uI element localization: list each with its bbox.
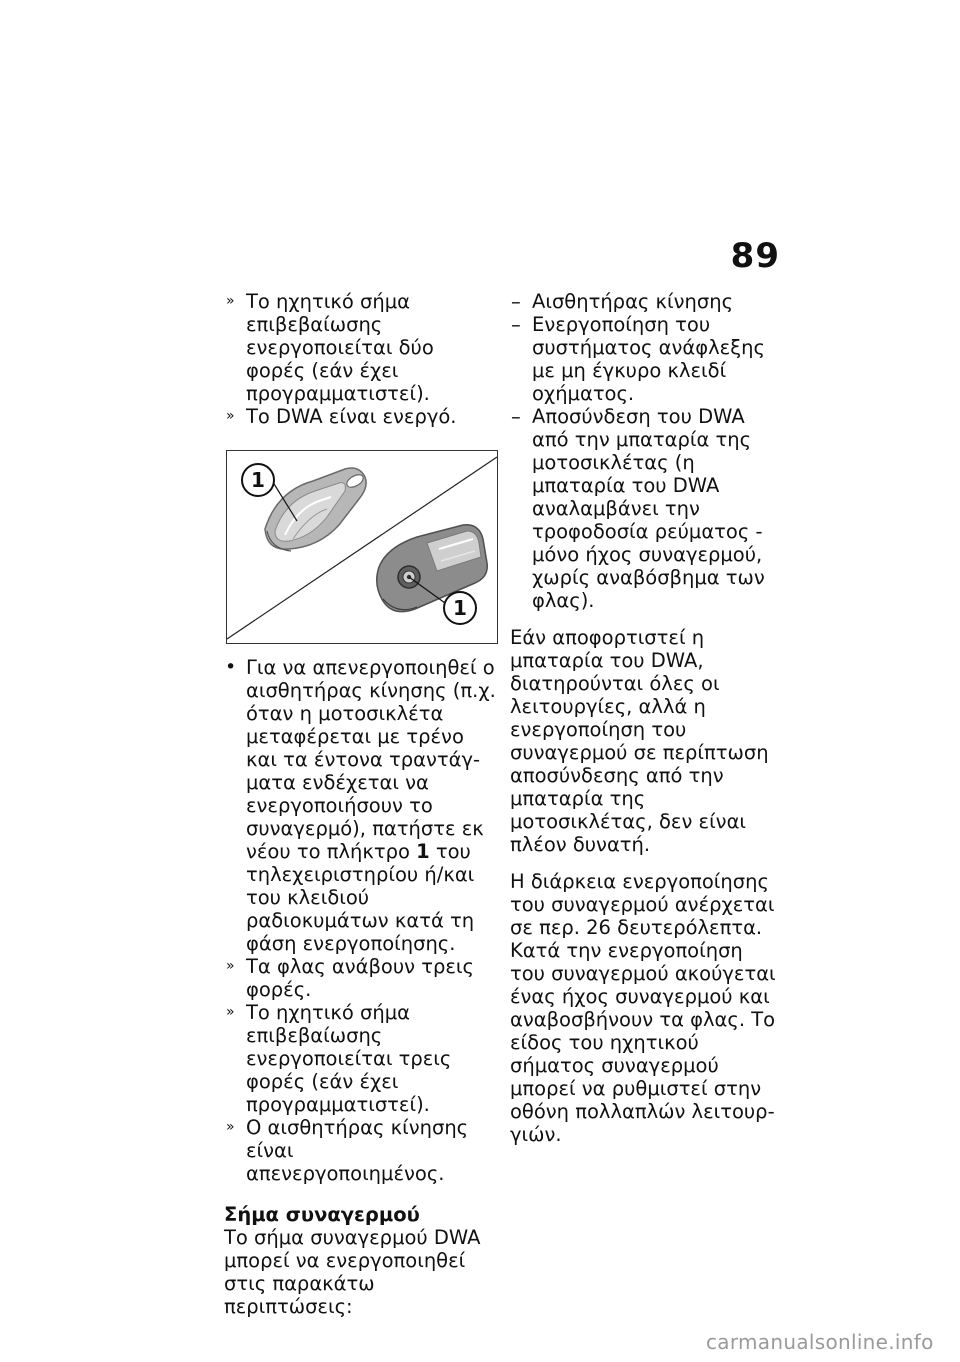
dash-icon: – bbox=[511, 290, 521, 313]
section-heading: Σήμα συναγερμού bbox=[224, 1203, 420, 1226]
result-item bbox=[224, 290, 496, 405]
watermark: carmanualsonline.info bbox=[706, 1330, 934, 1354]
result-arrow-icon: » bbox=[226, 1004, 235, 1020]
paragraph: Η διάρκεια ενεργοποίησης του συναγερμού ανέρχεται σε περ. 26 δευτερόλεπτα. Κατά την ενεργοποίηση του συναγερμού ακούγεται ένας ήχος συναγερμού και αναβοσβήνουν τα φλας. Το είδος του ηχητικού σήματος συναγερμού μπορεί να ρυθμιστεί στην οθόνη πολλαπλών λειτουργιών. bbox=[510, 870, 776, 1146]
result-item bbox=[224, 1116, 496, 1185]
dash-item bbox=[510, 405, 782, 612]
left-column bbox=[224, 290, 496, 1318]
bullet-text-end: του τηλεχειριστηρίου ή/και του κλειδιού ραδιοκυμάτων κατά τη φάση ενεργοποίησης. bbox=[246, 840, 475, 955]
page-number: 89 bbox=[730, 236, 780, 276]
right-column bbox=[510, 290, 782, 1146]
result-arrow-icon: » bbox=[226, 293, 235, 309]
dash-text: Αισθητήρας κίνησης bbox=[532, 290, 734, 313]
result-arrow-icon: » bbox=[226, 958, 235, 974]
dash-text: Αποσύνδεση του DWA από την μπαταρία της μοτοσικλέτας (η μπαταρία του DWA αναλαμβάνει την τροφοδοσία ρεύματος - μόνο ήχος συναγερμού, χωρίς αναβόσβημα των φλας). bbox=[532, 405, 765, 612]
remote-key-figure bbox=[226, 450, 498, 644]
dash-text: Ενεργοποίηση του συστήματος ανάφλεξης με μη έγκυρο κλειδί οχήματος. bbox=[532, 313, 765, 405]
dash-item bbox=[510, 290, 782, 313]
dash-icon: – bbox=[511, 313, 521, 336]
dash-icon: – bbox=[511, 405, 521, 428]
result-text: Τα φλας ανάβουν τρεις φορές. bbox=[246, 955, 474, 1001]
result-arrow-icon: » bbox=[226, 408, 235, 424]
result-item bbox=[224, 1001, 496, 1116]
section-intro: Το σήμα συναγερμού DWA μπορεί να ενεργοποιηθεί στις παρακάτω περιπτώσεις: bbox=[224, 1226, 481, 1318]
bullet-icon: • bbox=[225, 656, 237, 678]
callout-1-top: 1 bbox=[251, 468, 265, 492]
result-text: Το DWA είναι ενεργό. bbox=[246, 405, 457, 428]
result-text: Το ηχητικό σήμα επιβεβαίωσης ενεργοποιείται δύο φορές (εάν έχει προγραμματιστεί). bbox=[246, 290, 434, 405]
bullet-item bbox=[224, 656, 496, 955]
dash-item bbox=[510, 313, 782, 405]
result-text: Το ηχητικό σήμα επιβεβαίωσης ενεργοποιείται τρεις φορές (εάν έχει προγραμματιστεί). bbox=[246, 1001, 452, 1116]
result-arrow-icon: » bbox=[226, 1119, 235, 1135]
key-reference: 1 bbox=[416, 840, 430, 863]
result-text: Ο αισθητήρας κίνησης είναι απενεργοποιημένος. bbox=[246, 1116, 469, 1185]
bullet-text-start: Για να απενεργοποιηθεί ο αισθητήρας κίνησης (π.χ. όταν η μοτοσικλέτα μεταφέρεται με τρένο και τα έντονα τραντάγματα ενδέχεται να ενεργοποιήσουν το συναγερμό), πατήστε εκ νέου το πλήκτρο bbox=[246, 656, 496, 863]
callout-1-bottom: 1 bbox=[453, 596, 467, 620]
result-item bbox=[224, 405, 496, 428]
paragraph: Εάν αποφορτιστεί η μπαταρία του DWA, διατηρούνται όλες οι λειτουργίες, αλλά η ενεργοποίηση του συναγερμού σε περίπτωση αποσύνδεσης από την μπαταρία της μοτοσικλέτας, δεν είναι πλέον δυνατή. bbox=[510, 626, 769, 856]
result-item bbox=[224, 955, 496, 1001]
